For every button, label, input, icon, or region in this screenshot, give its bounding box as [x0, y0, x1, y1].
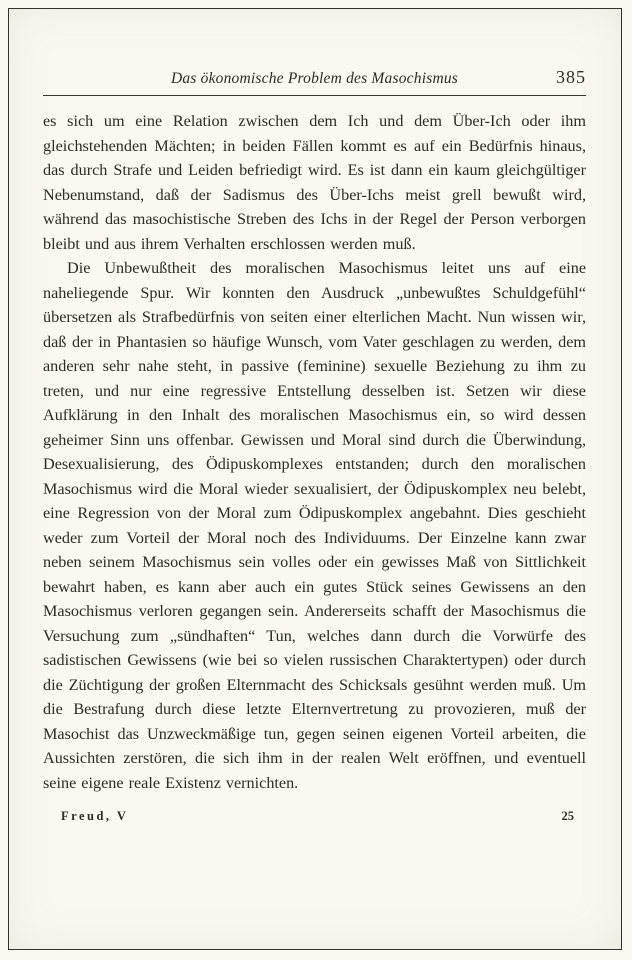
running-header: [43, 67, 586, 96]
paragraph: es sich um eine Relation zwischen dem Ich und dem Über-Ich oder ihm gleichstehenden Mächten; in beiden Fällen kommt es auf ein Bedürfnis hinaus, das durch Strafe und Leiden befriedigt wird. Es ist dann ein kaum gleichgültiger Nebenumstand, daß der Sadismus des Über-Ichs meist grell bewußt wird, während das masochistische Streben des Ichs in der Regel der Person verborgen bleibt und aus ihrem Verhalten erschlossen werden muß.: [43, 112, 586, 253]
page-number: 385: [556, 67, 586, 87]
running-title: Das ökonomische Problem des Masochismus: [170, 70, 459, 87]
paragraph: Die Unbewußtheit des moralischen Masochismus leitet uns auf eine naheliegende Spur. Wir konnten den Ausdruck „unbewußtes Schuldgefühl“ übersetzen als Strafbedürfnis von seiten einer elterlichen Macht. Nun wissen wir, daß der in Phantasien so häufige Wunsch, vom Vater geschlagen zu werden, dem anderen sehr nahe steht, in passive (feminine) sexuelle Beziehung zu ihm zu treten, und nur eine regressive Entstellung desselben ist. Setzen wir diese Aufklärung in den Inhalt des moralischen Masochismus ein, so wird dessen geheimer Sinn uns offenbar. Gewissen und Moral sind durch die Überwindung, Desexualisierung, des Ödipuskomplexes entstanden; durch den moralischen Masochismus wird die Moral wieder sexualisiert, der Ödipuskomplex neu belebt, eine Regression von der Moral zum Ödipuskomplex angebahnt. Dies geschieht weder zum Vorteil der Moral noch des Individuums. Der Einzelne kann zwar neben seinem Masochismus sein volles oder ein gewisses Maß von Sittlichkeit bewahrt haben, es kann aber auch ein gutes Stück seines Gewissens an den Masochismus verloren gegangen sein. Andererseits schafft der Masochismus die Versuchung zum „sündhaften“ Tun, welches dann durch die Vorwürfe des sadistischen Gewissens (wie bei so vielen russischen Charaktertypen) oder durch die Züchtigung der großen Elternmacht des Schicksals gesühnt werden muß. Um die Bestrafung durch diese letzte Elternvertretung zu provozieren, muß der Masochist das Unzweckmäßige tun, gegen seinen eigenen Vorteil arbeiten, die Aussichten zerstören, die sich ihm in der realen Welt eröffnen, und eventuell seine eigene reale Existenz vernichten.: [43, 259, 586, 792]
sheet-number: 25: [561, 809, 574, 823]
text-block: [43, 109, 586, 795]
page-footer: [43, 809, 586, 824]
page-frame: [8, 8, 622, 950]
signature-mark: Freud, V: [61, 809, 129, 823]
